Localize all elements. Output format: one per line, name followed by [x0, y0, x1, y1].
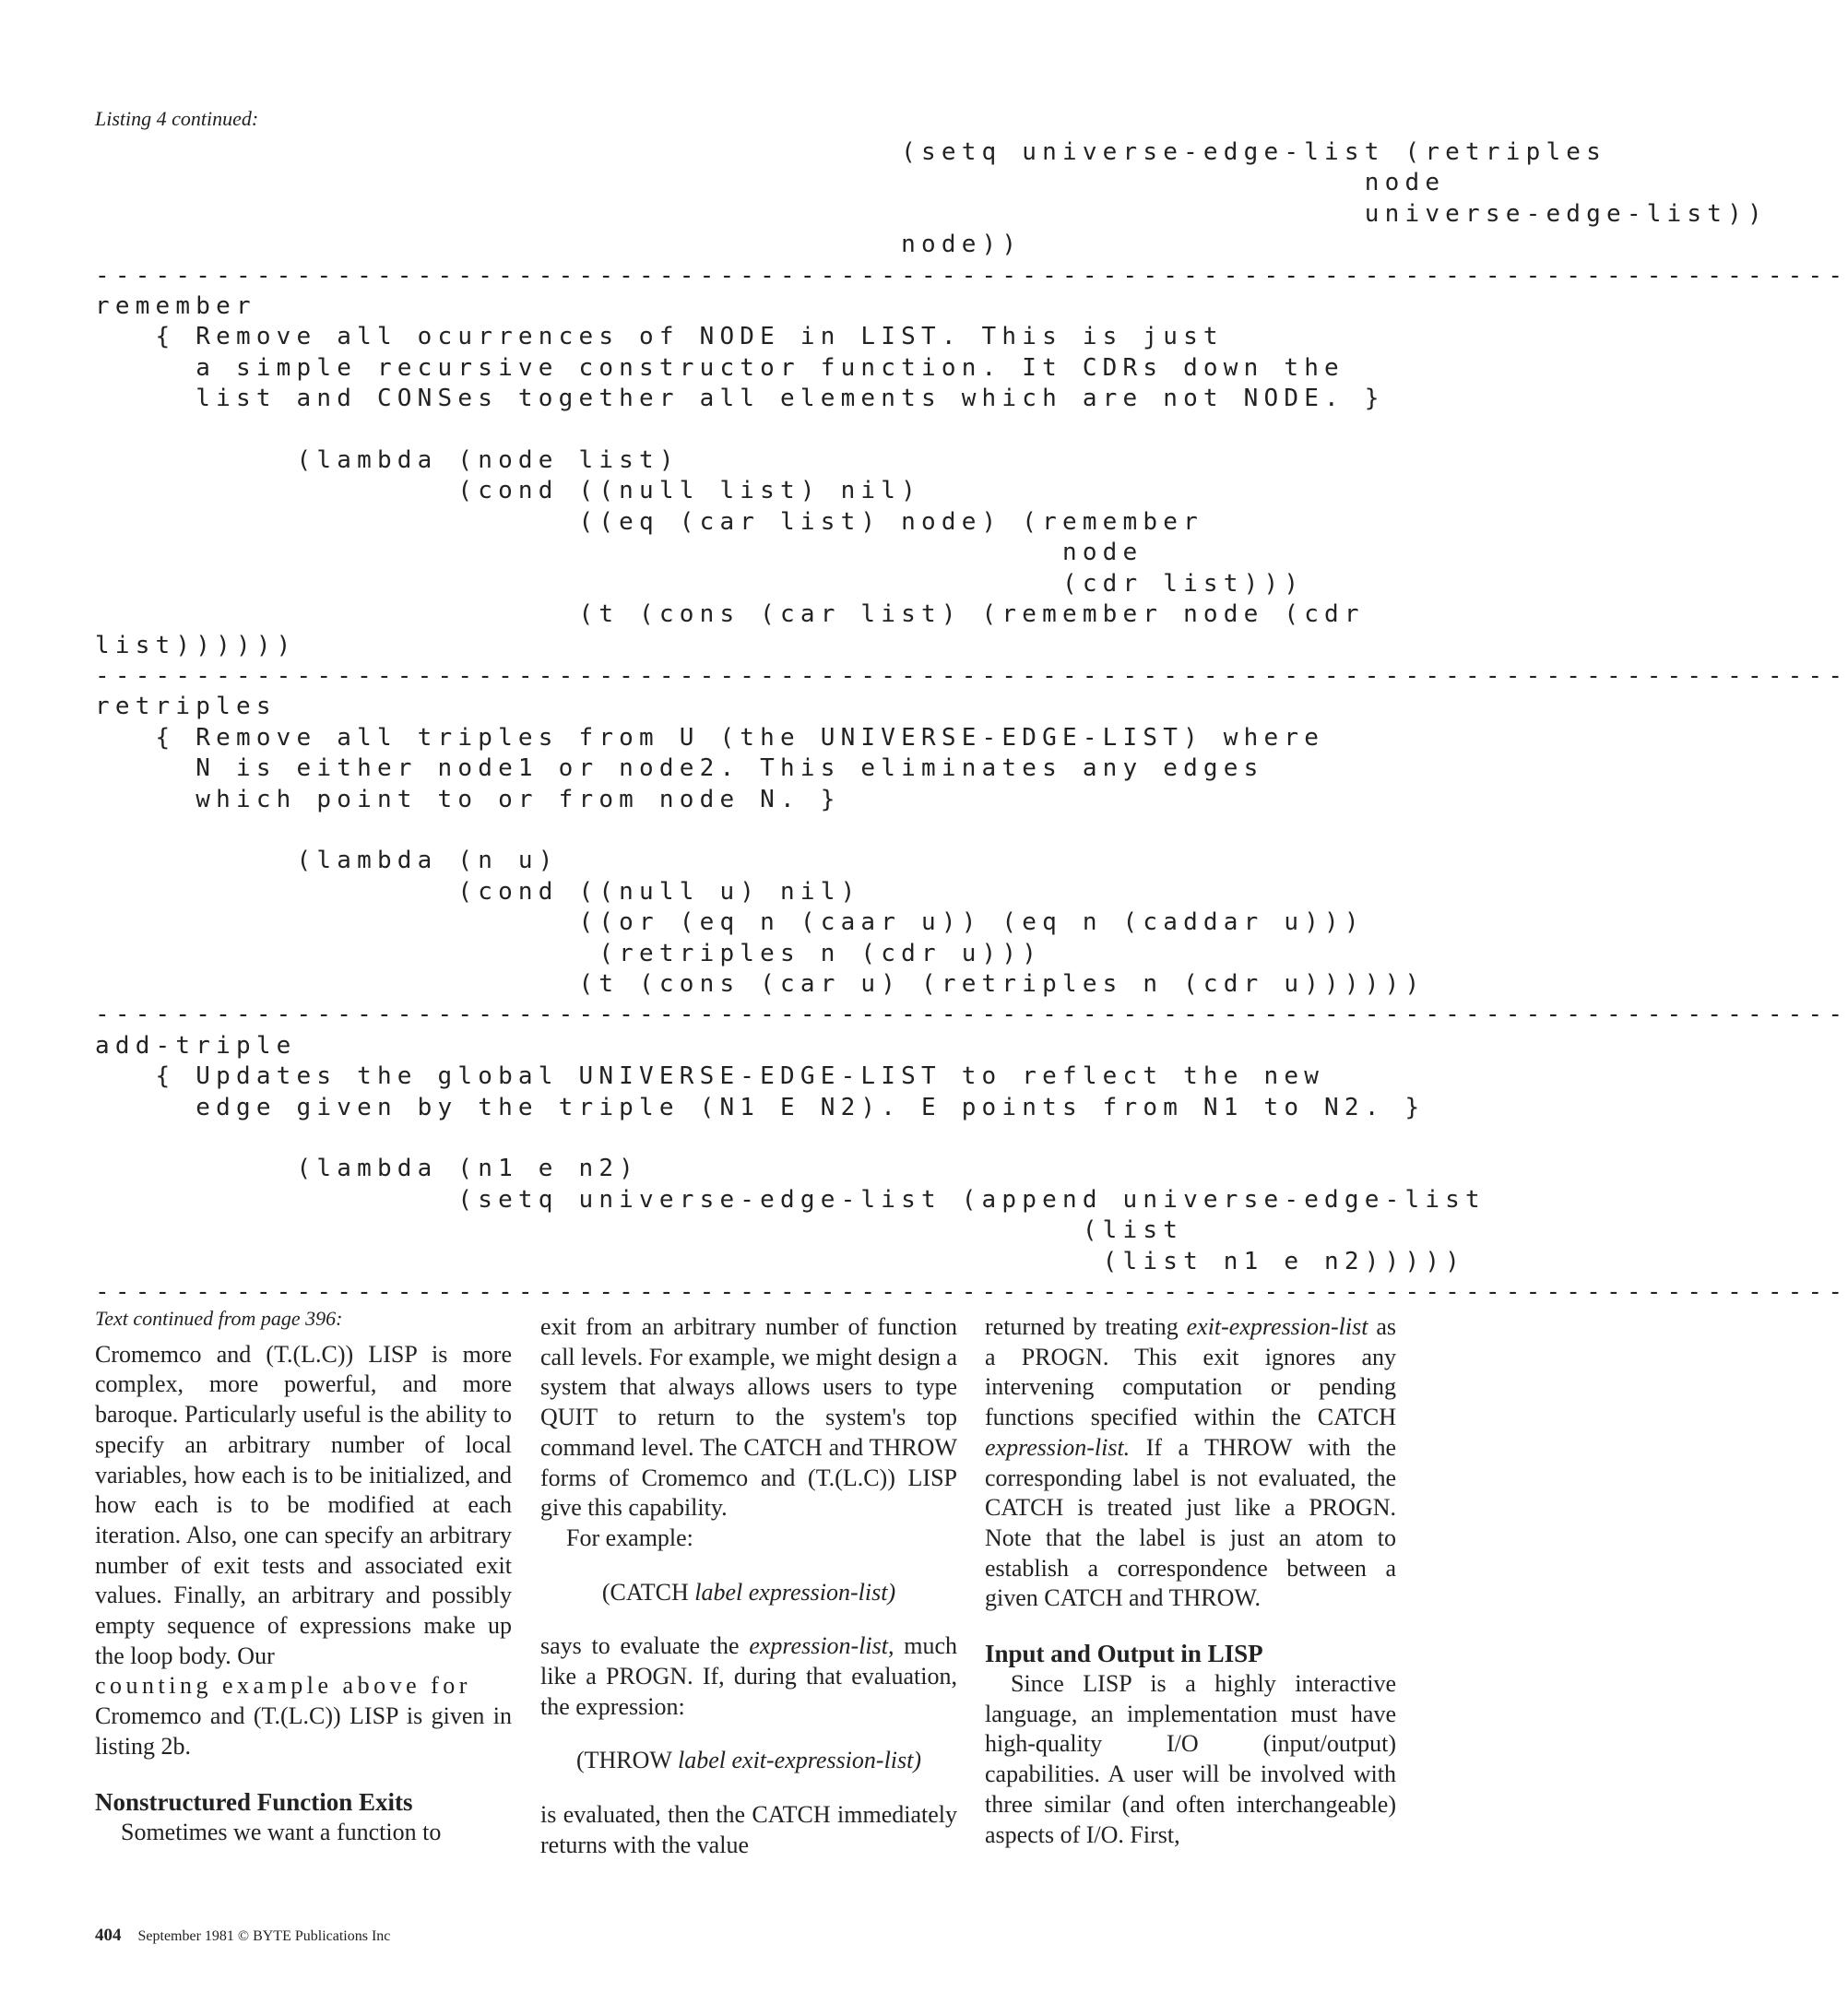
column-2	[540, 1312, 957, 1861]
col1-paragraph-1: Cromemco and (T.(L.C)) LISP is more complex, more powerful, and more baroque. Particularly useful is the ability to specify an arbitrary number of local variables, how each is to be initialized, and how each is to be modified at each iteration. Also, one can specify an arbitrary number of exit tests and associated exit values. Finally, an arbitrary and possibly empty sequence of expressions make up the loop body. Our	[95, 1340, 512, 1669]
col2-p3-text-a: says to evaluate the	[540, 1632, 750, 1660]
footer-credit: September 1981 © BYTE Publications Inc	[137, 1928, 391, 1944]
catch-keyword: (CATCH	[601, 1578, 695, 1606]
col2-p3-emphasis: expression-list,	[749, 1632, 894, 1660]
col2-p3-text-b: much like a PROGN. If, during that evaluation, the expression:	[540, 1632, 957, 1720]
col3-paragraph-1	[985, 1312, 1396, 1614]
throw-keyword: (THROW	[575, 1747, 678, 1774]
col2-paragraph-4: is evaluated, then the CATCH immediately returns with the value	[540, 1801, 957, 1858]
col1-paragraph-1-spaced-line: counting example above for	[95, 1672, 471, 1700]
section-heading-nonstructured-exits: Nonstructured Function Exits	[95, 1787, 413, 1816]
col2-paragraph-1: exit from an arbitrary number of function call levels. For example, we might design a system that always allows users to type QUIT to return to the system's top command level. The CATCH and THROW forms of Cromemco and (T.(L.C)) LISP give this capability.	[540, 1313, 957, 1522]
page-footer	[95, 1926, 390, 1946]
code-listing: (setq universe-edge-list (retriples node universe-edge-list)) node)) --------------------------------------------------------------------------------------- remember { Remove all ocurrences of NODE in LIST. This is just a simple recursive constructor function. It CDRs down the list and CONSes together all elements which are not NODE. } (lambda (node list) (cond ((null list) nil) ((eq (car list) node) (remember node (cdr list))) (t (cons (car list) (remember node (cdr list)))))) --------------------------------------------------------------------------------------- retriples { Remove all triples from U (the UNIVERSE-EDGE-LIST) where N is either node1 or node2. This eliminates any edges which point to or from node N. } (lambda (n u) (cond ((null u) nil) ((or (eq n (caar u)) (eq n (caddar u))) (retriples n (cdr u))) (t (cons (car u) (retriples n (cdr u)))))) --------------------------------------------------------------------------------------- add-triple { Updates the global UNIVERSE-EDGE-LIST to reflect the new edge given by the triple (N1 E N2). E points from N1 to N2. } (lambda (n1 e n2) (setq universe-edge-list (append universe-edge-list (list (list n1 e n2))))) ---------------------------------------------------------------------------------------	[95, 138, 1848, 1307]
section-heading-input-output: Input and Output in LISP	[985, 1640, 1263, 1668]
col2-paragraph-2: For example:	[566, 1524, 693, 1551]
col1-paragraph-1-end: Cromemco and (T.(L.C)) LISP is given in listing 2b.	[95, 1702, 512, 1760]
col3-p1-text-c: If a THROW with the corresponding label is not evaluated, the CATCH is treated just like a PROGN. Note that the label is just an atom to establish a correspondence between a given CATCH and THROW.	[985, 1433, 1396, 1612]
col3-p1-text-a: returned by treating	[985, 1313, 1187, 1340]
listing-caption: Listing 4 continued:	[95, 107, 259, 130]
column-3	[985, 1312, 1396, 1850]
col3-paragraph-2: Since LISP is a highly interactive language, an implementation must have high-quality I/O (input/output) capabilities. A user will be involved with three similar (and often interchangeable) aspects of I/O. First,	[985, 1670, 1396, 1848]
page-number: 404	[95, 1926, 122, 1945]
throw-form	[540, 1746, 957, 1776]
col3-p1-text-b: as a PROGN. This exit ignores any intervening computation or pending functions specified within the CATCH	[985, 1313, 1396, 1431]
catch-args: label expression-list)	[694, 1578, 896, 1606]
col3-p1-emphasis-2: expression-list.	[985, 1433, 1131, 1461]
col1-paragraph-2: Sometimes we want a function to	[121, 1818, 442, 1845]
col2-paragraph-3	[540, 1631, 957, 1722]
throw-args: label exit-expression-list)	[678, 1747, 922, 1774]
column-1	[95, 1304, 512, 1847]
continued-note: Text continued from page 396:	[95, 1307, 343, 1330]
catch-form	[540, 1578, 957, 1608]
col3-p1-emphasis-1: exit-expression-list	[1186, 1313, 1368, 1340]
